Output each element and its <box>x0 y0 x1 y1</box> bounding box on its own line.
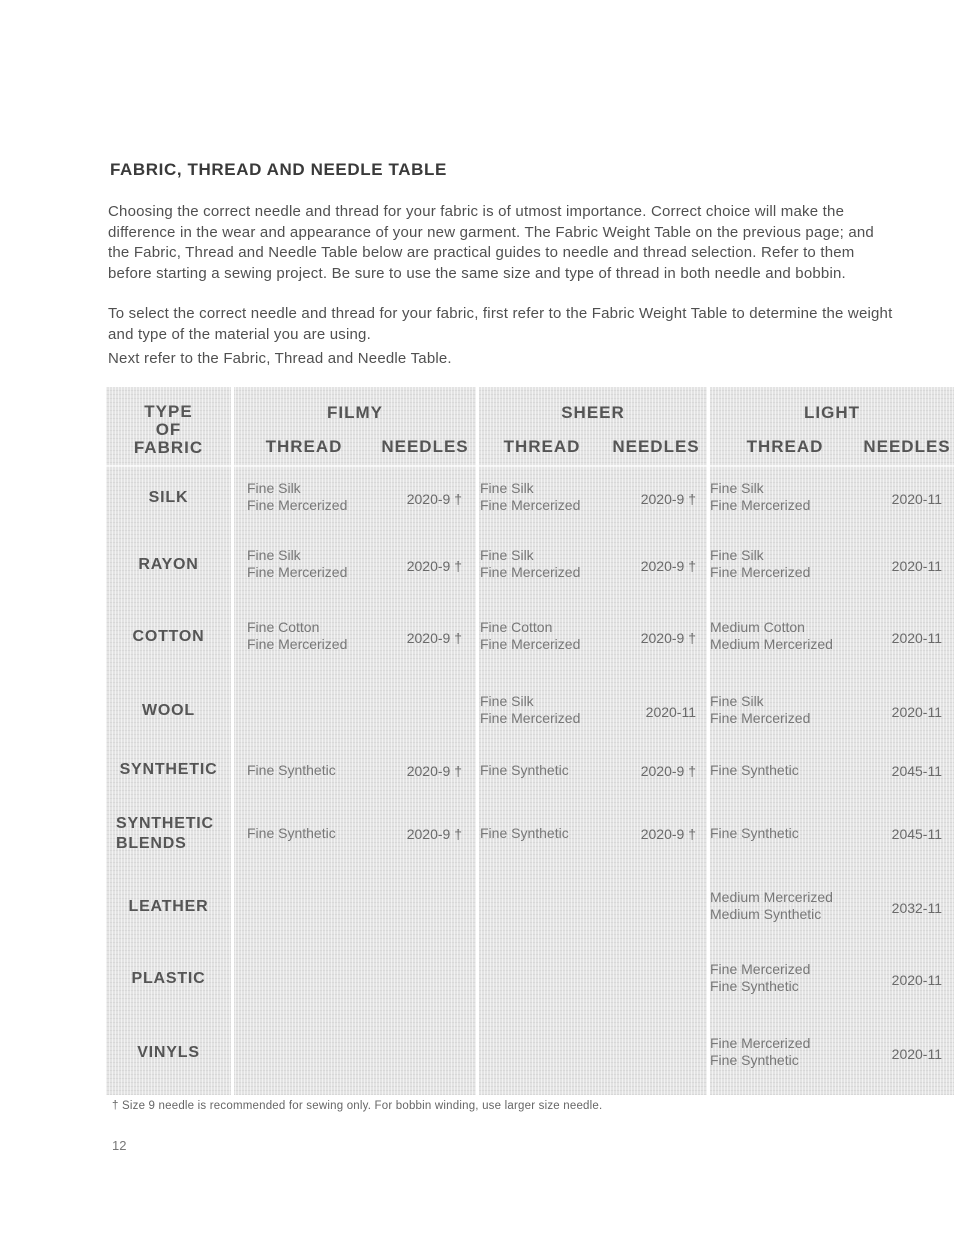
fabric-type-line: RAYON <box>138 556 199 573</box>
light-needle-cell: 2020-11 <box>891 558 942 574</box>
sheer-needle-cell: 2020-9 † <box>640 630 696 646</box>
thread-line: Fine Synthetic <box>247 762 336 778</box>
light-needle-cell: 2045-11 <box>891 826 942 842</box>
fabric-type-line: COTTON <box>132 628 205 645</box>
sheer-thread-cell <box>480 693 580 727</box>
thread-line: Medium Mercerized <box>710 889 833 905</box>
light-thread-cell <box>710 762 799 779</box>
sheer-needle-cell: 2020-9 † <box>640 826 696 842</box>
thread-line: Fine Silk <box>480 547 534 563</box>
thread-line: Fine Silk <box>247 547 301 563</box>
thread-line: Fine Synthetic <box>710 1052 799 1068</box>
thread-line: Fine Mercerized <box>710 961 811 977</box>
light-thread-header: THREAD <box>746 437 824 456</box>
fabric-type-line: SYNTHETIC <box>119 761 218 778</box>
sheer-needle-cell: 2020-9 † <box>640 558 696 574</box>
light-thread-cell <box>710 961 810 995</box>
fabric-type-line: PLASTIC <box>131 970 206 987</box>
thread-line: Medium Synthetic <box>710 906 822 922</box>
fabric-type-line: VINYLS <box>137 1044 200 1061</box>
light-needle-cell: 2020-11 <box>891 972 942 988</box>
light-needle-cell: 2020-11 <box>891 491 942 507</box>
light-thread-cell <box>710 889 833 923</box>
light-thread-cell <box>710 825 799 842</box>
filmy-needle-cell: 2020-9 † <box>406 630 462 646</box>
thread-line: Fine Synthetic <box>710 825 799 841</box>
thread-line: Fine Synthetic <box>480 762 569 778</box>
thread-line: Medium Mercerized <box>710 636 833 652</box>
page-title: FABRIC, THREAD AND NEEDLE TABLE <box>110 160 447 179</box>
fabric-type-label <box>106 761 231 779</box>
fabric-type-label <box>106 556 231 574</box>
light-header: LIGHT <box>804 403 860 422</box>
thread-line: Fine Mercerized <box>247 497 348 513</box>
type-header-line: OF <box>155 420 182 439</box>
filmy-thread-cell <box>247 480 347 514</box>
column-divider <box>476 387 479 1095</box>
sheer-needles-header: NEEDLES <box>612 437 700 456</box>
light-needle-cell: 2020-11 <box>891 630 942 646</box>
thread-line: Fine Mercerized <box>480 636 581 652</box>
filmy-needles-header: NEEDLES <box>381 437 469 456</box>
thread-line: Fine Mercerized <box>247 564 348 580</box>
sheer-needle-cell: 2020-11 <box>645 704 696 720</box>
thread-line: Fine Synthetic <box>710 978 799 994</box>
thread-line: Fine Mercerized <box>710 497 811 513</box>
thread-line: Fine Silk <box>247 480 301 496</box>
sheer-thread-header: THREAD <box>503 437 581 456</box>
fabric-type-line: SYNTHETIC <box>116 815 214 832</box>
type-of-fabric-header <box>106 403 231 457</box>
light-thread-cell <box>710 619 833 653</box>
next-step-paragraph: Next refer to the Fabric, Thread and Needle Table. <box>108 350 452 367</box>
sheer-thread-cell <box>480 619 580 653</box>
sheer-thread-cell <box>480 480 580 514</box>
light-needle-cell: 2020-11 <box>891 1046 942 1062</box>
thread-line: Fine Cotton <box>480 619 553 635</box>
thread-line: Fine Synthetic <box>247 825 336 841</box>
light-thread-cell <box>710 547 810 581</box>
sheer-thread-cell <box>480 762 569 779</box>
fabric-thread-needle-table <box>106 387 954 1095</box>
fabric-type-line: LEATHER <box>128 898 209 915</box>
fabric-type-line: WOOL <box>142 702 195 719</box>
filmy-thread-cell <box>247 762 336 779</box>
intro-paragraph: Choosing the correct needle and thread for your fabric is of utmost importance. Correct choice will make the difference in the wear and appearance of your new garment. The Fabric Weight Table on the previous page; and the Fabric, Thread and Needle Table below are practical guides to needle and thread selection. Refer to them before starting a sewing project. Be sure to use the same size and type of thread in both needle and bobbin. <box>108 203 874 282</box>
selection-paragraph: To select the correct needle and thread for your fabric, first refer to the Fabric Weight Table to determine the weight and type of the material you are using. <box>108 305 893 343</box>
thread-line: Fine Mercerized <box>710 564 811 580</box>
fabric-type-label <box>106 702 231 720</box>
thread-line: Fine Cotton <box>247 619 320 635</box>
thread-line: Fine Silk <box>480 480 534 496</box>
sheer-thread-cell <box>480 825 569 842</box>
thread-line: Fine Mercerized <box>480 497 581 513</box>
type-header-line: TYPE <box>144 402 193 421</box>
thread-line: Fine Mercerized <box>480 564 581 580</box>
sheer-needle-cell: 2020-9 † <box>640 763 696 779</box>
sheer-header: SHEER <box>561 403 625 422</box>
header-divider <box>106 465 954 467</box>
filmy-thread-cell <box>247 825 336 842</box>
sheer-thread-cell <box>480 547 580 581</box>
filmy-needle-cell: 2020-9 † <box>406 491 462 507</box>
filmy-needle-cell: 2020-9 † <box>406 763 462 779</box>
sheer-needle-cell: 2020-9 † <box>640 491 696 507</box>
thread-line: Fine Mercerized <box>247 636 348 652</box>
footnote: † Size 9 needle is recommended for sewing only. For bobbin winding, use larger size needle. <box>112 1100 603 1112</box>
thread-line: Medium Cotton <box>710 619 805 635</box>
type-header-line: FABRIC <box>133 438 204 457</box>
thread-line: Fine Mercerized <box>480 710 581 726</box>
fabric-type-label <box>106 814 231 854</box>
fabric-type-label <box>106 489 231 507</box>
thread-line: Fine Mercerized <box>710 1035 811 1051</box>
fabric-type-label <box>106 970 231 988</box>
fabric-type-label <box>106 898 231 916</box>
filmy-needle-cell: 2020-9 † <box>406 826 462 842</box>
column-divider <box>231 387 234 1095</box>
fabric-type-label <box>106 1044 231 1062</box>
thread-line: Fine Synthetic <box>480 825 569 841</box>
thread-line: Fine Synthetic <box>710 762 799 778</box>
filmy-needle-cell: 2020-9 † <box>406 558 462 574</box>
page-number: 12 <box>112 1138 127 1153</box>
light-needle-cell: 2045-11 <box>891 763 942 779</box>
thread-line: Fine Mercerized <box>710 710 811 726</box>
light-needle-cell: 2032-11 <box>891 900 942 916</box>
filmy-thread-header: THREAD <box>265 437 343 456</box>
thread-line: Fine Silk <box>710 480 764 496</box>
filmy-thread-cell <box>247 619 347 653</box>
light-thread-cell <box>710 693 810 727</box>
light-needles-header: NEEDLES <box>863 437 951 456</box>
light-needle-cell: 2020-11 <box>891 704 942 720</box>
thread-line: Fine Silk <box>480 693 534 709</box>
fabric-type-label <box>106 628 231 646</box>
light-thread-cell <box>710 1035 810 1069</box>
filmy-header: FILMY <box>327 403 383 422</box>
filmy-thread-cell <box>247 547 347 581</box>
fabric-type-line: SILK <box>148 489 189 506</box>
fabric-type-line: BLENDS <box>116 835 187 852</box>
thread-line: Fine Silk <box>710 693 764 709</box>
light-thread-cell <box>710 480 810 514</box>
thread-line: Fine Silk <box>710 547 764 563</box>
